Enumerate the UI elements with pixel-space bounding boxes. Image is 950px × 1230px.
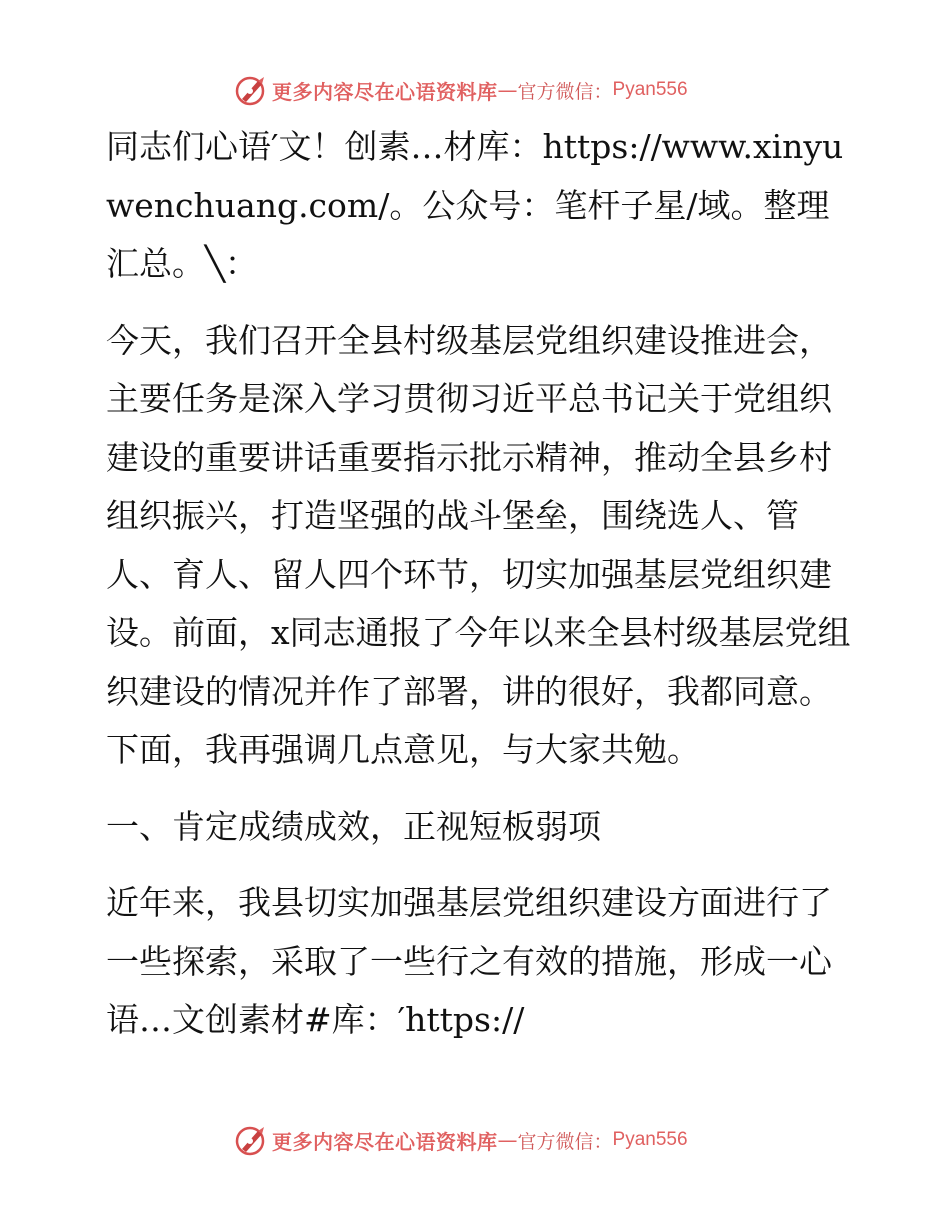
opening-paragraph: 今天，我们召开全县村级基层党组织建设推进会，主要任务是深入学习贯彻习近平总书记关于党组织建设的重要讲话重要指示批示精神，推动全县乡村组织振兴，打造坚强的战斗堡垒，围绕选人、管人、育人、留人四个环节，切实加强基层党组织建设。前面，x同志通报了今年以来全县村级基层党组织建设的情况并作了部署，讲的很好，我都同意。下面，我再强调几点意见，与大家共勉。 <box>106 320 851 769</box>
banner-main-text: 更多内容尽在心语资料库 <box>272 1129 498 1154</box>
banner-sub-text: 官方微信： <box>517 80 613 103</box>
banner-wechat-id: Pyan556 <box>612 1129 688 1150</box>
banner-sub-text: 官方微信： <box>517 1130 613 1153</box>
intro-paragraph: 同志们心语′文！创素…材库：https://www.xinyuwenchuang.com/。公众号：笔杆子星/域。整理汇总。╲： <box>106 127 844 283</box>
section-heading: 一、肯定成绩成效，正视短板弱项 <box>106 806 601 846</box>
banner-main-text: 更多内容尽在心语资料库 <box>272 79 498 104</box>
banner-separator: — <box>497 78 518 102</box>
body-paragraph: 近年来，我县切实加强基层党组织建设方面进行了一些探索，采取了一些行之有效的措施，形成一心语…文创素材#库：′https:// <box>106 883 832 1039</box>
footer-watermark-banner <box>234 1122 688 1158</box>
banner-separator: — <box>497 1128 518 1152</box>
header-watermark-banner <box>234 72 688 108</box>
document-body <box>96 118 856 1050</box>
banner-wechat-id: Pyan556 <box>612 79 688 100</box>
pen-logo-icon <box>234 73 268 107</box>
pen-logo-icon <box>234 1123 268 1157</box>
